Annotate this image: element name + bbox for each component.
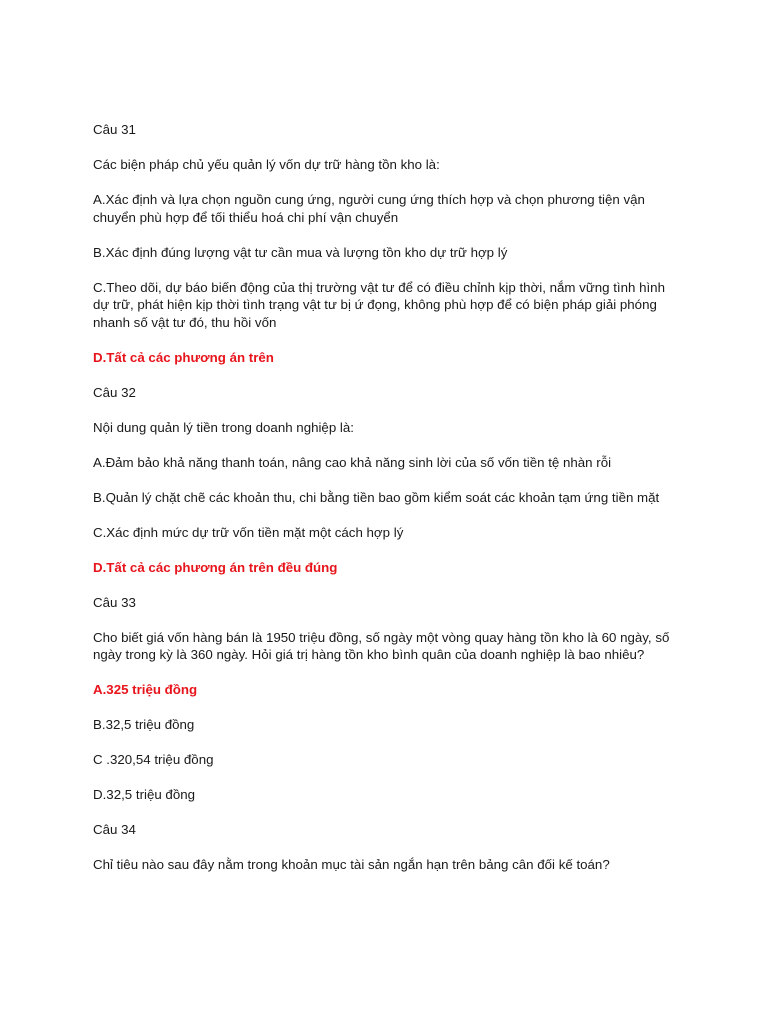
question-number: Câu 32	[93, 384, 136, 400]
question-text: Các biện pháp chủ yếu quản lý vốn dự trữ hàng tồn kho là:	[93, 157, 440, 172]
question-number: Câu 33	[93, 594, 136, 610]
answer-option: B.32,5 triệu đồng	[93, 717, 195, 732]
answer-option: A.Xác định và lựa chọn nguồn cung ứng, người cung ứng thích hợp và chọn phương tiện vận chuyển phù hợp để tối thiểu hoá chi phí vận chuyển	[93, 192, 645, 225]
correct-answer: A.325 triệu đồng	[93, 682, 198, 697]
question-text: Nội dung quản lý tiền trong doanh nghiệp là:	[93, 419, 354, 435]
answer-option: B.Quản lý chặt chẽ các khoản thu, chi bằng tiền bao gồm kiểm soát các khoản tạm ứng tiền mặt	[93, 489, 660, 505]
answer-option: C .320,54 triệu đồng	[93, 752, 214, 767]
document-body	[93, 121, 683, 891]
answer-option: C.Xác định mức dự trữ vốn tiền mặt một cách hợp lý	[93, 524, 404, 540]
question-number: Câu 34	[93, 822, 136, 837]
correct-answer: D.Tất cả các phương án trên	[93, 349, 274, 365]
question-number: Câu 31	[93, 122, 136, 137]
correct-answer: D.Tất cả các phương án trên đều đúng	[93, 559, 338, 575]
question-text: Chỉ tiêu nào sau đây nằm trong khoản mục tài sản ngắn hạn trên bảng cân đối kế toán?	[93, 857, 610, 872]
question-text: Cho biết giá vốn hàng bán là 1950 triệu đồng, số ngày một vòng quay hàng tồn kho là 60 ngày, số ngày trong kỳ là 360 ngày. Hỏi giá trị hàng tồn kho bình quân của doanh nghiệp là bao nhiêu?	[93, 629, 670, 662]
answer-option: A.Đảm bảo khả năng thanh toán, nâng cao khả năng sinh lời của số vốn tiền tệ nhàn rỗi	[93, 454, 612, 470]
answer-option: B.Xác định đúng lượng vật tư cần mua và lượng tồn kho dự trữ hợp lý	[93, 244, 508, 260]
answer-option: C.Theo dõi, dự báo biến động của thị trường vật tư để có điều chỉnh kịp thời, nắm vững tình hình dự trữ, phát hiện kịp thời tình trạng vật tư bị ứ đọng, không phù hợp để có biện pháp giải phóng nhanh số vật tư đó, thu hồi vốn	[93, 279, 665, 330]
answer-option: D.32,5 triệu đồng	[93, 787, 196, 802]
